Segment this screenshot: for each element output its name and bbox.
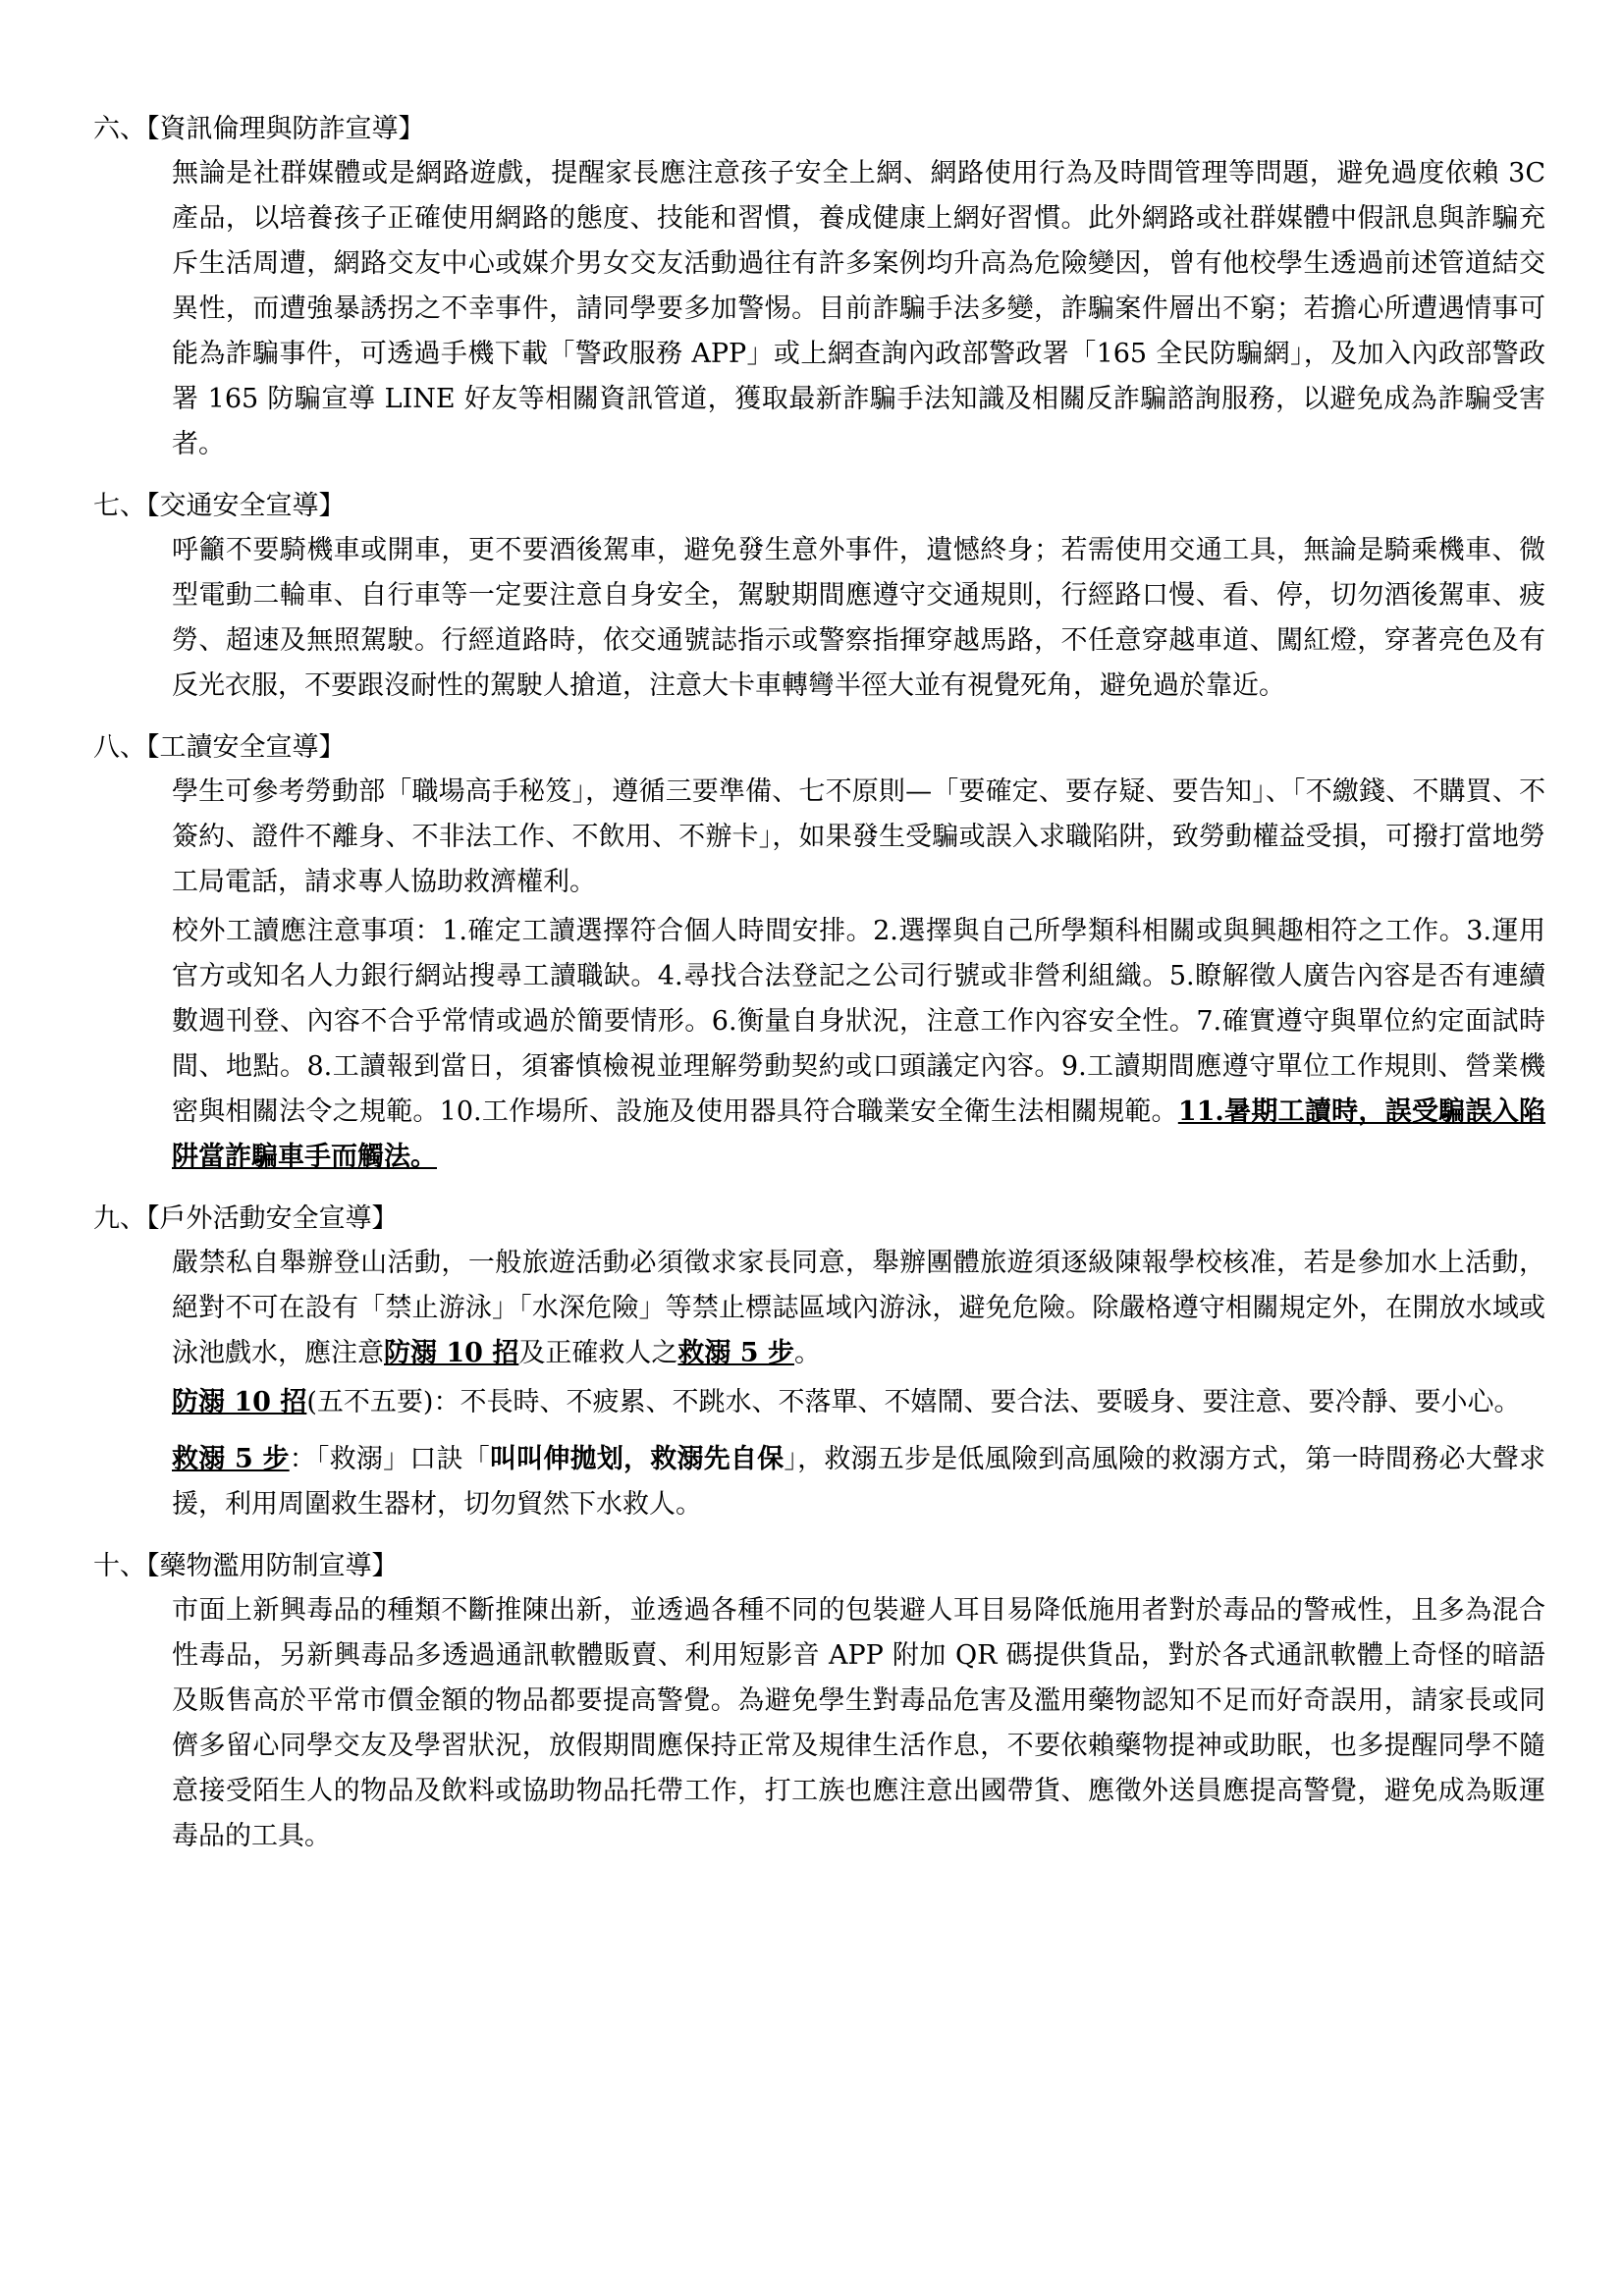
- section-traffic-safety: [93, 485, 1545, 709]
- paragraph-text: 」，救溺五步是低風險到高風險的救溺方式，第一時間務必大聲求援，利用周圍救生器材，切勿貿然下水救人。: [172, 1444, 1546, 1520]
- section-body: [93, 1588, 1545, 1859]
- emphasis-drowning-prevention: 防溺 10 招: [384, 1338, 519, 1368]
- paragraph: [172, 909, 1545, 1180]
- section-heading: 六、【資訊倫理與防詐宣導】: [93, 114, 425, 144]
- paragraph-text: 及正確救人之: [518, 1338, 678, 1368]
- section-drug-abuse-prevention: [93, 1545, 1545, 1859]
- section-body: [93, 770, 1545, 1180]
- section-heading: 七、【交通安全宣導】: [93, 491, 346, 521]
- section-outdoor-safety: [93, 1198, 1545, 1527]
- paragraph: [172, 1437, 1545, 1527]
- paragraph: 市面上新興毒品的種類不斷推陳出新，並透過各種不同的包裝避人耳目易降低施用者對於毒品的警戒性，且多為混合性毒品，另新興毒品多透過通訊軟體販賣、利用短影音 APP 附加 QR 碼提供貨品，對於各式通訊軟體上奇怪的暗語及販售高於平常市價金額的物品都要提高警覺。為避免學生對毒品危害及濫用藥物認知不足而好奇誤用，請家長或同儕多留心同學交友及學習狀況，放假期間應保持正常及規律生活作息，不要依賴藥物提神或助眠，也多提醒同學不隨意接受陌生人的物品及飲料或協助物品托帶工作，打工族也應注意出國帶貨、應徵外送員應提高警覺，避免成為販運毒品的工具。: [172, 1595, 1545, 1851]
- emphasis-warning: 11.暑期工讀時，誤受騙誤入陷阱當詐騙車手而觸法。: [172, 1096, 1545, 1172]
- section-heading: 十、【藥物濫用防制宣導】: [93, 1551, 399, 1581]
- section-body: [93, 528, 1545, 709]
- section-body: [93, 1241, 1545, 1527]
- emphasis-rescue-steps: 救溺 5 步: [677, 1338, 794, 1368]
- paragraph: 學生可參考勞動部「職場高手秘笈」，遵循三要準備、七不原則—「要確定、要存疑、要告知」、「不繳錢、不購買、不簽約、證件不離身、不非法工作、不飲用、不辦卡」，如果發生受騙或誤入求職陷阱，致勞動權益受損，可撥打當地勞工局電話，請求專人協助救濟權利。: [172, 776, 1545, 897]
- paragraph-text: ：「救溺」口訣「: [289, 1444, 490, 1474]
- paragraph: [172, 1380, 1545, 1425]
- rescue-motto: 叫叫伸拋划，救溺先自保: [489, 1444, 785, 1474]
- paragraph: 呼籲不要騎機車或開車，更不要酒後駕車，避免發生意外事件，遺憾終身；若需使用交通工具，無論是騎乘機車、微型電動二輪車、自行車等一定要注意自身安全，駕駛期間應遵守交通規則，行經路口慢、看、停，切勿酒後駕車、疲勞、超速及無照駕駛。行經道路時，依交通號誌指示或警察指揮穿越馬路，不任意穿越車道、闖紅燈，穿著亮色及有反光衣服，不要跟沒耐性的駕駛人搶道，注意大卡車轉彎半徑大並有視覺死角，避免過於靠近。: [172, 535, 1545, 701]
- emphasis-rescue-steps: 救溺 5 步: [172, 1444, 290, 1474]
- section-heading: 八、【工讀安全宣導】: [93, 732, 346, 763]
- section-body: [93, 151, 1545, 467]
- paragraph-text: 。: [793, 1338, 821, 1368]
- section-heading: 九、【戶外活動安全宣導】: [93, 1203, 399, 1234]
- section-work-study-safety: [93, 726, 1545, 1180]
- paragraph-text: 校外工讀應注意事項：1.確定工讀選擇符合個人時間安排。2.選擇與自己所學類科相關或與興趣相符之工作。3.運用官方或知名人力銀行網站搜尋工讀職缺。4.尋找合法登記之公司行號或非營利組織。5.瞭解徵人廣告內容是否有連續數週刊登、內容不合乎常情或過於簡要情形。6.衡量自身狀況，注意工作內容安全性。7.確實遵守與單位約定面試時間、地點。8.工讀報到當日，須審慎檢視並理解勞動契約或口頭議定內容。9.工讀期間應遵守單位工作規則、營業機密與相關法令之規範。10.工作場所、設施及使用器具符合職業安全衛生法相關規範。: [172, 916, 1545, 1127]
- section-info-ethics: [93, 108, 1545, 467]
- paragraph: 無論是社群媒體或是網路遊戲，提醒家長應注意孩子安全上網、網路使用行為及時間管理等問題，避免過度依賴 3C 產品，以培養孩子正確使用網路的態度、技能和習慣，養成健康上網好習慣。此外網路或社群媒體中假訊息與詐騙充斥生活周遭，網路交友中心或媒介男女交友活動過往有許多案例均升高為危險變因，曾有他校學生透過前述管道結交異性，而遭強暴誘拐之不幸事件，請同學要多加警惕。目前詐騙手法多變，詐騙案件層出不窮；若擔心所遭遇情事可能為詐騙事件，可透過手機下載「警政服務 APP」或上網查詢內政部警政署「165 全民防騙網」，及加入內政部警政署 165 防騙宣導 LINE 好友等相關資訊管道，獲取最新詐騙手法知識及相關反詐騙諮詢服務，以避免成為詐騙受害者。: [172, 158, 1545, 459]
- paragraph-text: (五不五要)：不長時、不疲累、不跳水、不落單、不嬉鬧、要合法、要暖身、要注意、要冷靜、要小心。: [306, 1387, 1521, 1417]
- paragraph: [172, 1241, 1545, 1376]
- paragraph-text: 嚴禁私自舉辦登山活動，一般旅遊活動必須徵求家長同意，舉辦團體旅遊須逐級陳報學校核准，若是參加水上活動，絕對不可在設有「禁止游泳」「水深危險」等禁止標誌區域內游泳，避免危險。除嚴格遵守相關規定外，在開放水域或泳池戲水，應注意: [172, 1248, 1545, 1368]
- emphasis-drowning-prevention: 防溺 10 招: [172, 1387, 307, 1417]
